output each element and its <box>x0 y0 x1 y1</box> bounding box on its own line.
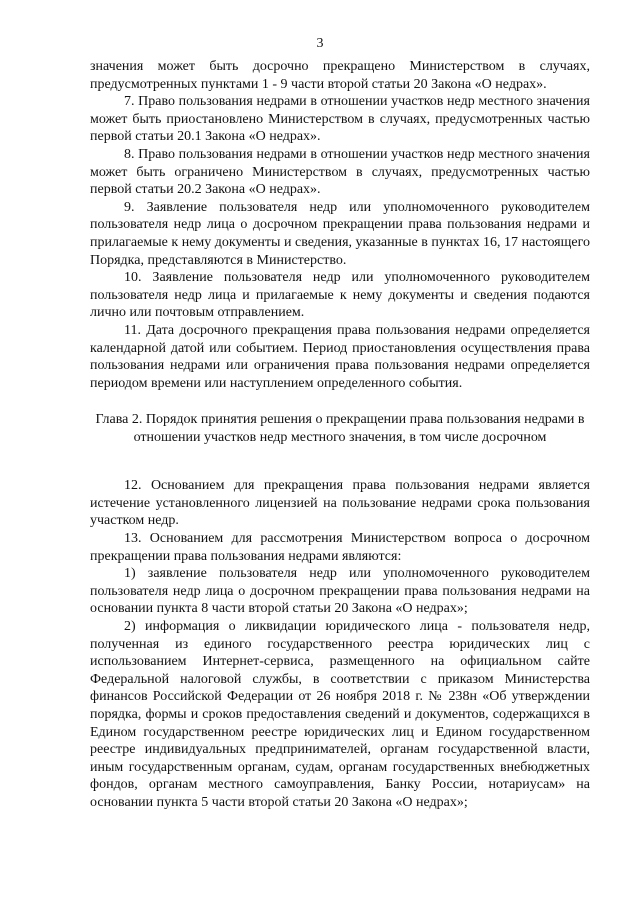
paragraph-7: 7. Право пользования недрами в отношении участков недр местного значения может быть приостановлено Министерством в случаях, предусмотренных частью первой статьи 20.1 Закона «О недрах». <box>90 94 590 145</box>
paragraph-9: 9. Заявление пользователя недр или уполномоченного руководителем пользователя недр лица о досрочном прекращении права пользования недрами и прилагаемые к нему документы и сведения, указанные в пунктах 16, 17 настоящего Порядка, представляются в Министерство. <box>90 199 590 268</box>
paragraph-11: 11. Дата досрочного прекращения права пользования недрами определяется календарной датой или событием. Период приостановления осуществления права пользования недрами или ограничения права пользования недрами определяется периодом времени или наступлением определенного события. <box>90 322 590 391</box>
chapter-heading: Глава 2. Порядок принятия решения о прекращении права пользования недрами в отношении участков недр местного значения, в том числе досрочном <box>95 412 585 446</box>
page-number: 3 <box>316 36 324 51</box>
list-item-1: 1) заявление пользователя недр или уполномоченного руководителем пользователя недр лица о досрочном прекращении права пользования недрами на основании пункта 8 части второй статьи 20 Закона «О недрах»; <box>90 566 590 617</box>
paragraph-8: 8. Право пользования недрами в отношении участков недр местного значения может быть ограничено Министерством в случаях, предусмотренных частью первой статьи 20.2 Закона «О недрах». <box>90 146 590 198</box>
paragraph-10: 10. Заявление пользователя недр или уполномоченного руководителем пользователя недр лица и прилагаемые к нему документы и сведения подаются лично или почтовым отправлением. <box>90 270 590 321</box>
paragraph-13: 13. Основанием для рассмотрения Министерством вопроса о досрочном прекращении права пользования недрами являются: <box>90 531 590 564</box>
document-body <box>90 58 590 812</box>
list-item-2: 2) информация о ликвидации юридического лица - пользователя недр, полученная из единого государственного реестра юридических лиц с использованием Интернет-сервиса, размещенного на официальном сайте Федеральной налоговой службы, в соответствии с приказом Министерства финансов Российской Федерации от 26 ноября 2018 г. № 238н «Об утверждении порядка, формы и сроков предоставления сведений и документов, содержащихся в Едином государственном реестре юридических лиц и Едином государственном реестре индивидуальных предпринимателей, органам государственной власти, иным государственным органам, судам, органам государственных внебюджетных фондов, органам местного самоуправления, Банку России, нотариусам» на основании пункта 5 части второй статьи 20 Закона «О недрах»; <box>90 619 590 810</box>
paragraph-12: 12. Основанием для прекращения права пользования недрами является истечение установленного лицензией на пользование недрами срока пользования участком недр. <box>90 478 590 529</box>
paragraph-continuation: значения может быть досрочно прекращено Министерством в случаях, предусмотренных пунктами 1 - 9 части второй статьи 20 Закона «О недрах». <box>90 59 590 92</box>
